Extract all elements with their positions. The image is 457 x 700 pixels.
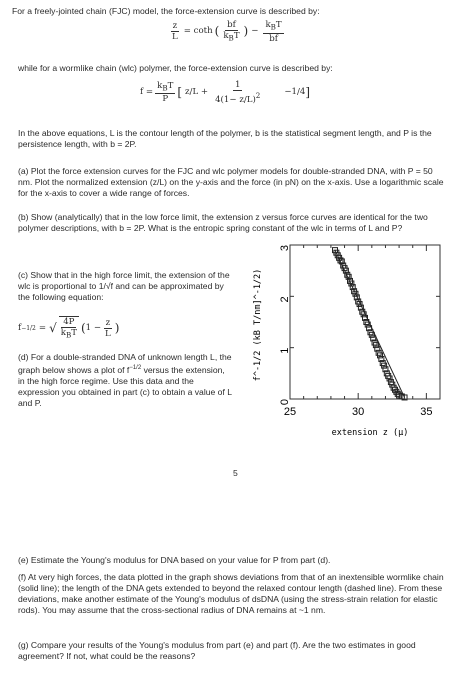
fjc-minus: − [251,26,259,37]
chart-y-label: f^-1/2 (kB T/nm]^-1/2) [253,268,263,382]
fjc-rhs: $\frac{k_BT}{bf}$ [265,20,282,44]
y-tick-label: 2 [279,296,291,303]
y-tick-label: 3 [279,245,291,252]
part-c-eq-frac: $\frac{4P}{k_BT}$ [60,317,77,340]
wlc-tail: −1/4 [284,86,306,97]
part-d-text [18,352,233,409]
y-tick-label: 0 [279,399,291,406]
wlc-term1: z/L + [185,86,209,97]
part-d-rest: versus the extension, in the high force regime. Use this data and the expression you obtained in part (c) to obtain a value of L and P. [18,364,232,408]
part-f-text: (f) At very high forces, the data plotted in the graph shows deviations from that of an inextensible wormlike chain (solid line); the length of the DNA gets extended to beyond the relaxed contour length (dashed line). From these deviations, make another estimate of the Young's modulus of dsDNA (using the stress-strain relation for elastic rods). You may assume that the cross-sectional radius of DNA remains at ~1 nm. [18,572,444,615]
intro-line-2: while for a wormlike chain (wlc) polymer, the force-extension curve is described by: [18,63,333,73]
fjc-equation: $\frac{z}{L}$ = coth ( $\frac{bf}{k_BT}$ ) − $\frac{k_BT}{bf}$ [172,20,282,44]
wlc-equation: f = $\frac{k_BT}{P}$ [ z/L + $\frac{1}{4(1- z/L)^2}$ −1/4 ] [140,80,311,105]
part-c-eq-lhs-sup: −1/2 [21,324,36,332]
chart-x-label: extension z (μ) [331,428,409,438]
wlc-prefactor: $\frac{k_BT}{P}$ [157,80,174,105]
part-c-text: (c) Show that in the high force limit, the extension of the wlc is proportional to 1/√f and can be approximated by the following equation: [18,270,230,302]
part-b-text: (b) Show (analytically) that in the low force limit, the extension z versus force curves are identical for the two polymer descriptions, with b = 2P. What is the entropic spring constant of the wlc in terms of L and P? [18,212,428,233]
part-a-text: (a) Plot the force extension curves for the FJC and wlc polymer models for double-stranded DNA, with P = 50 nm. Plot the normalized extension (z/L) on the y-axis and the force (in pN) on the x-axis. Use a logarithmic scale for the x-axis to cover a wide range of forces. [18,166,444,198]
intro-explanation: In the above equations, L is the contour length of the polymer, b is the statistical segment length, and P is the persistence length, with b = 2P. [18,128,432,149]
wlc-lhs: f = [140,86,154,97]
fjc-eq-coth: = coth [183,26,213,37]
part-g-text: (g) Compare your results of the Young's modulus from part (e) and part (f). Are the two estimates in good agreement? If not, what could be the reasons? [18,640,416,661]
x-tick-label: 35 [420,406,433,418]
part-c-equation: f −1/2 = √ $\frac{4P}{k_BT}$ ( 1 − $\frac{z}{L}$ ) [18,317,120,340]
chart-ticks [279,245,440,418]
x-tick-label: 25 [283,406,297,418]
y-tick-label: 1 [279,347,291,354]
part-c-eq-zl: $\frac{z}{L}$ [105,317,111,339]
wlc-inner-frac: $\frac{1}{4(1- z/L)^2}$ [215,80,261,105]
chart-fit-line [335,250,405,397]
part-c-eq-lhs: f [18,322,22,333]
part-c-eq-sign: = [38,322,47,333]
part-d-sup: −1/2 [129,365,142,371]
chart-extension-vs-force [250,225,450,443]
fjc-arg: $\frac{bf}{k_BT}$ [223,20,240,43]
part-e-text: (e) Estimate the Young's modulus for DNA based on your value for P from part (d). [18,555,331,565]
fjc-lhs: $\frac{z}{L}$ [172,21,178,43]
part-d-lead: (d) For a double-stranded DNA of unknown length L, the graph below shows a plot of f [18,352,232,375]
intro-line-1: For a freely-jointed chain (FJC) model, the force-extension curve is described by: [12,6,320,16]
part-c-eq-paren: 1 − [85,322,102,333]
x-tick-label: 30 [352,406,365,418]
page-number: 5 [233,468,238,478]
